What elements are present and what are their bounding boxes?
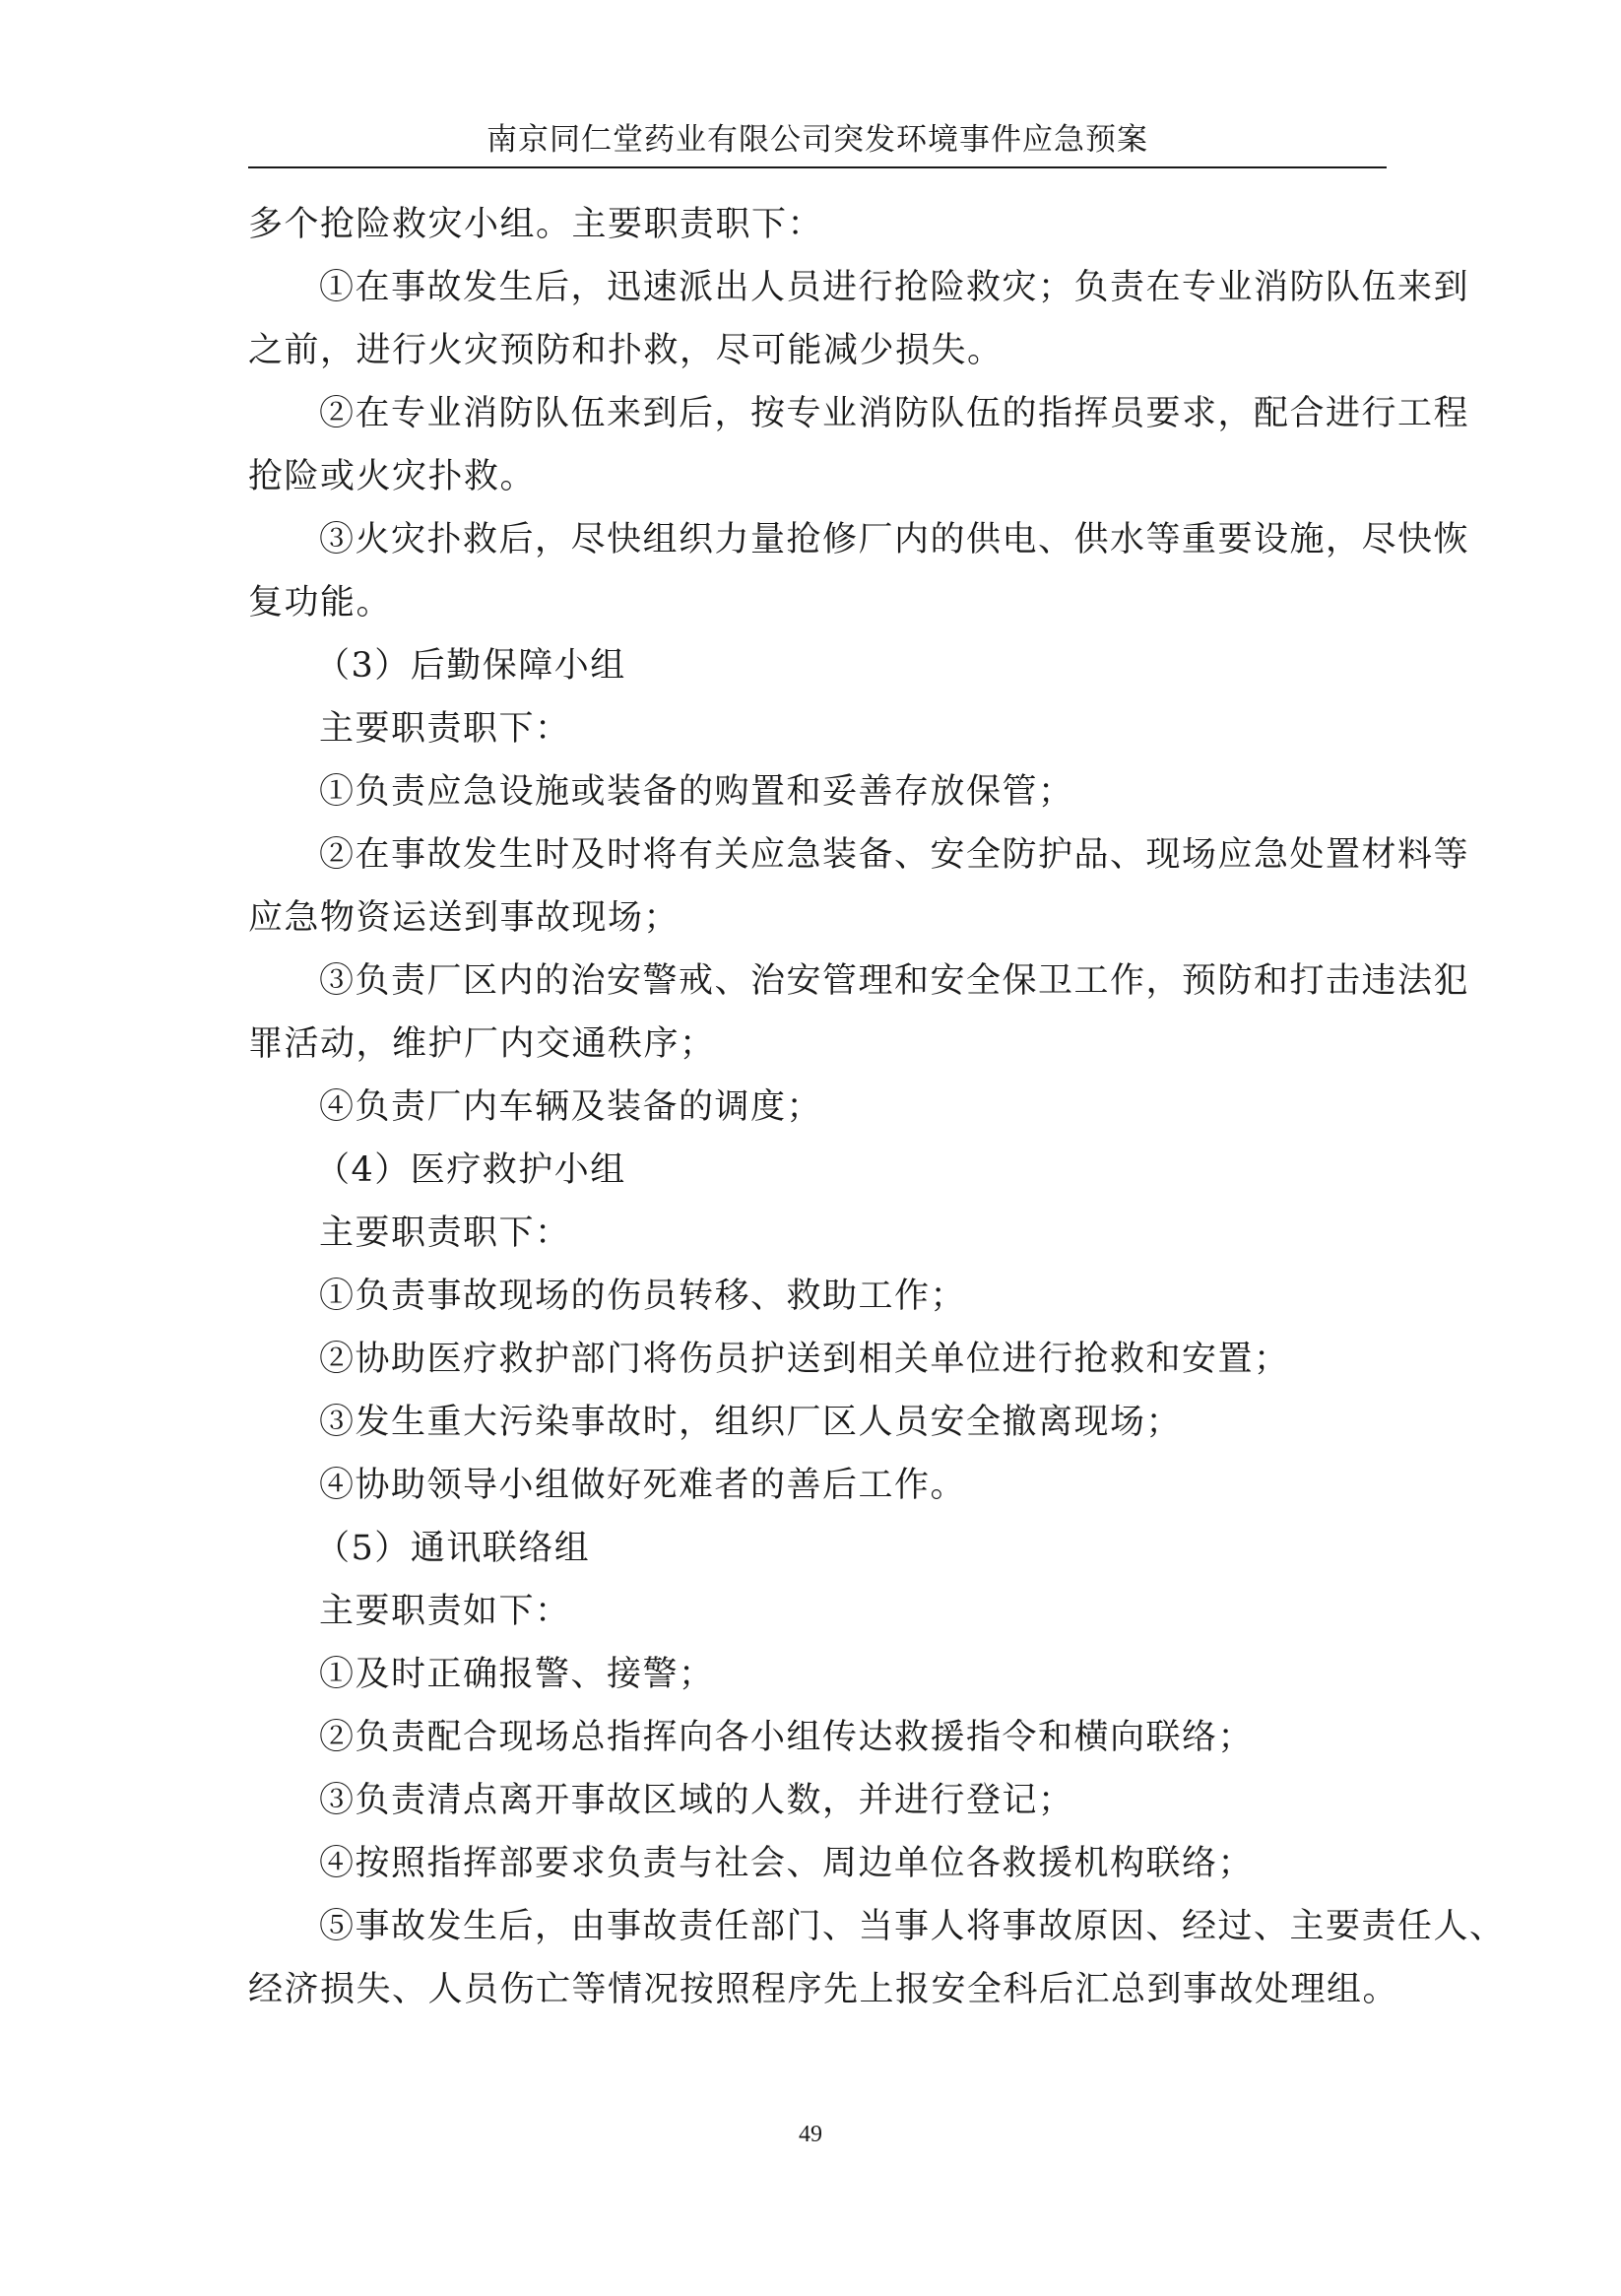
text-line: ③火灾扑救后，尽快组织力量抢修厂内的供电、供水等重要设施，尽快恢 (319, 520, 1470, 559)
text-line: ①负责应急设施或装备的购置和妥善存放保管； (319, 772, 1074, 812)
text-line: ②在事故发生时及时将有关应急装备、安全防护品、现场应急处置材料等 (319, 835, 1470, 875)
text-line: 复功能。 (248, 583, 393, 623)
text-line: ②负责配合现场总指挥向各小组传达救援指令和横向联络； (319, 1718, 1255, 1757)
text-line: ①及时正确报警、接警； (319, 1655, 715, 1694)
text-line: 多个抢险救灾小组。主要职责职下： (248, 205, 824, 244)
section-heading: （3）后勤保障小组 (315, 646, 626, 686)
text-line: ④协助领导小组做好死难者的善后工作。 (319, 1466, 967, 1505)
text-line: ③负责厂区内的治安警戒、治安管理和安全保卫工作，预防和打击违法犯 (319, 961, 1470, 1001)
text-line: 抢险或火灾扑救。 (248, 457, 537, 496)
text-line: 主要职责职下： (319, 709, 571, 749)
text-line: 之前，进行火灾预防和扑救，尽可能减少损失。 (248, 331, 1004, 370)
page-header-title: 南京同仁堂药业有限公司突发环境事件应急预案 (486, 122, 1148, 158)
text-line: ③负责清点离开事故区域的人数，并进行登记； (319, 1781, 1074, 1820)
section-heading: （4）医疗救护小组 (315, 1150, 626, 1190)
text-line: ④负责厂内车辆及装备的调度； (319, 1087, 823, 1127)
text-line: 罪活动，维护厂内交通秩序； (248, 1024, 716, 1064)
text-line: ①在事故发生后，迅速派出人员进行抢险救灾；负责在专业消防队伍来到 (319, 268, 1470, 307)
text-line: ②在专业消防队伍来到后，按专业消防队伍的指挥员要求，配合进行工程 (319, 394, 1470, 433)
text-line: ⑤事故发生后，由事故责任部门、当事人将事故原因、经过、主要责任人、 (319, 1907, 1506, 1946)
text-line: 主要职责职下： (319, 1214, 571, 1253)
text-line: ④按照指挥部要求负责与社会、周边单位各救援机构联络； (319, 1844, 1255, 1883)
text-line: ①负责事故现场的伤员转移、救助工作； (319, 1277, 967, 1316)
body-text (248, 193, 1506, 2021)
text-line: ②协助医疗救护部门将伤员护送到相关单位进行抢救和安置； (319, 1340, 1290, 1379)
text-line: 主要职责如下： (319, 1592, 571, 1631)
section-heading: （5）通讯联络组 (315, 1529, 591, 1568)
text-line: 应急物资运送到事故现场； (248, 898, 681, 938)
page-number: 49 (799, 2122, 822, 2147)
header-divider (248, 166, 1387, 168)
text-line: 经济损失、人员伤亡等情况按照程序先上报安全科后汇总到事故处理组。 (248, 1970, 1399, 2009)
text-line: ③发生重大污染事故时，组织厂区人员安全撤离现场； (319, 1403, 1183, 1442)
